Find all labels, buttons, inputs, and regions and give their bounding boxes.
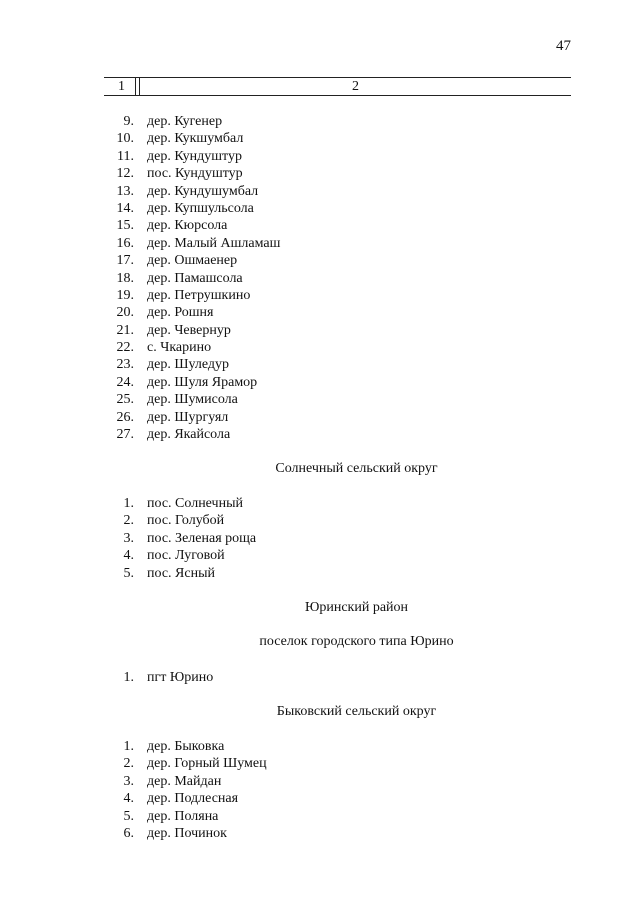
item-number: 4.: [123, 548, 134, 564]
list-item: [0, 426, 637, 443]
list-item: [0, 669, 637, 686]
list-item: [0, 825, 637, 842]
item-name: дер. Чевернур: [147, 322, 231, 338]
item-number: 5.: [123, 565, 134, 581]
list-item: [0, 374, 637, 391]
item-name: дер. Шуля Ярамор: [147, 374, 258, 390]
list-item: [0, 287, 637, 304]
item-name: дер. Починок: [147, 825, 227, 841]
item-number: 2.: [123, 756, 134, 772]
item-name: дер. Рошня: [147, 305, 214, 321]
item-number: 20.: [116, 305, 134, 321]
list-item: [0, 738, 637, 755]
item-number: 21.: [116, 322, 134, 338]
item-number: 25.: [116, 392, 134, 408]
list-item: [0, 252, 637, 269]
item-name: дер. Якайсола: [147, 427, 231, 443]
item-number: 13.: [116, 183, 134, 199]
list-item: [0, 409, 637, 426]
column-divider: [135, 78, 139, 95]
item-name: дер. Быковка: [147, 739, 225, 754]
page-number: 47: [556, 38, 571, 54]
section-title-yurinsky: Юринский район: [304, 600, 409, 615]
column-2-header: 2: [352, 79, 359, 94]
list-item: [0, 322, 637, 339]
settlement-list-1: [0, 113, 637, 443]
item-number: 26.: [116, 409, 134, 425]
item-name: дер. Шургуял: [147, 409, 229, 425]
item-name: пос. Зеленая роща: [147, 530, 257, 546]
list-item: [0, 217, 637, 234]
list-item: [0, 547, 637, 564]
item-name: дер. Поляна: [147, 808, 219, 824]
item-number: 4.: [123, 791, 134, 807]
list-item: [0, 391, 637, 408]
item-name: с. Чкарино: [147, 340, 212, 356]
column-1-label: 1: [118, 79, 125, 94]
list-item: [0, 356, 637, 373]
settlement-list-4: [0, 738, 637, 842]
item-name: дер. Кюрсола: [147, 218, 228, 234]
item-number: 5.: [123, 808, 134, 824]
item-number: 12.: [116, 166, 134, 182]
list-item: [0, 148, 637, 165]
item-number: 23.: [116, 357, 134, 373]
list-item: [0, 235, 637, 252]
list-item: [0, 339, 637, 356]
list-item: [0, 808, 637, 825]
item-name: дер. Купшульсола: [147, 200, 254, 216]
item-number: 6.: [123, 825, 134, 841]
item-name: дер. Кукшумбал: [147, 131, 244, 147]
list-item: [0, 270, 637, 287]
item-number: 18.: [116, 270, 134, 286]
list-item: [0, 200, 637, 217]
item-name: пос. Голубой: [147, 513, 225, 529]
section-title-yurino: поселок городского типа Юрино: [259, 634, 454, 649]
item-name: дер. Подлесная: [147, 791, 239, 807]
item-name: дер. Петрушкино: [147, 287, 251, 303]
list-item: [0, 304, 637, 321]
item-name: пос. Кундуштур: [147, 166, 243, 182]
item-name: пос. Ясный: [147, 565, 215, 581]
item-name: дер. Кугенер: [147, 114, 223, 129]
item-number: 17.: [116, 253, 134, 269]
item-number: 14.: [116, 200, 134, 216]
item-name: дер. Кундуштур: [147, 148, 242, 164]
settlement-list-2: [0, 495, 637, 582]
item-name: дер. Ошмаенер: [147, 253, 238, 269]
column-1-header: [104, 78, 140, 95]
list-item: [0, 165, 637, 182]
item-name: дер. Памашсола: [147, 270, 243, 286]
item-number: 11.: [117, 148, 134, 164]
item-number: 10.: [116, 131, 134, 147]
item-name: дер. Майдан: [147, 773, 222, 789]
item-number: 3.: [123, 530, 134, 546]
list-item: [0, 183, 637, 200]
item-number: 22.: [116, 340, 134, 356]
list-item: [0, 130, 637, 147]
item-name: дер. Шумисола: [147, 392, 238, 408]
item-number: 3.: [123, 773, 134, 789]
item-number: 9.: [123, 114, 134, 129]
table-column-header: [104, 77, 571, 96]
item-number: 2.: [123, 513, 134, 529]
list-item: [0, 755, 637, 772]
item-name: пос. Солнечный: [147, 496, 243, 511]
item-number: 16.: [116, 235, 134, 251]
item-number: 1.: [123, 670, 134, 685]
list-item: [0, 495, 637, 512]
section-title-bykovsky: Быковский сельский округ: [276, 704, 437, 719]
list-item: [0, 565, 637, 582]
item-number: 24.: [116, 374, 134, 390]
list-item: [0, 790, 637, 807]
item-name: дер. Кундушумбал: [147, 183, 259, 199]
list-item: [0, 773, 637, 790]
item-name: пгт Юрино: [147, 670, 214, 685]
item-number: 1.: [123, 739, 134, 754]
item-name: дер. Шуледур: [147, 357, 229, 373]
settlement-list-3: [0, 669, 637, 686]
list-item: [0, 113, 637, 130]
section-title-solnechny: Солнечный сельский округ: [275, 461, 438, 476]
item-name: дер. Малый Ашламаш: [147, 235, 281, 251]
list-item: [0, 530, 637, 547]
item-number: 1.: [123, 496, 134, 511]
item-number: 15.: [116, 218, 134, 234]
item-name: дер. Горный Шумец: [147, 756, 267, 772]
item-name: пос. Луговой: [147, 548, 225, 564]
list-item: [0, 512, 637, 529]
item-number: 27.: [116, 427, 134, 443]
item-number: 19.: [116, 287, 134, 303]
